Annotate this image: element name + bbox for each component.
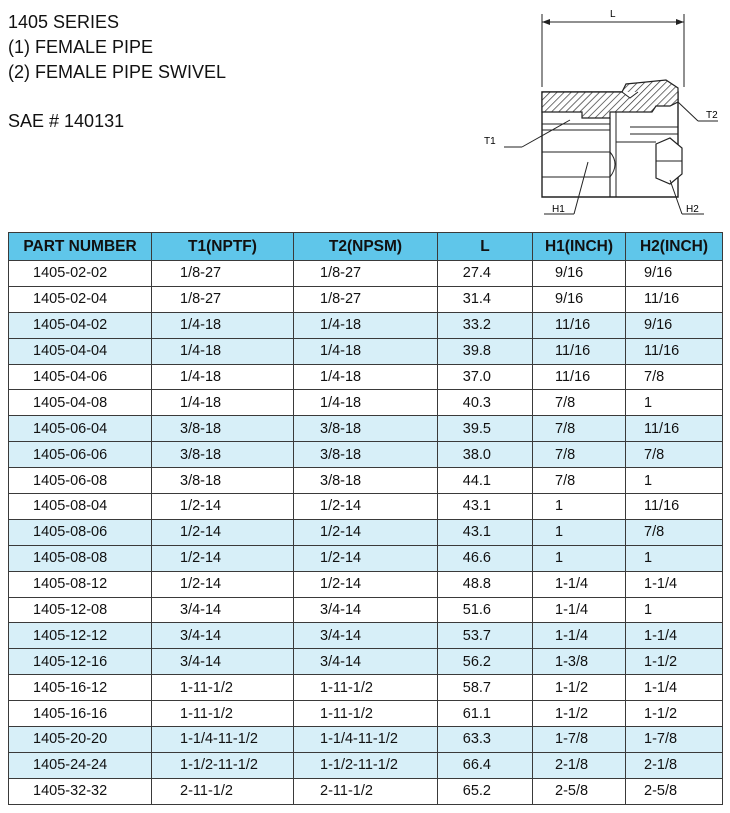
length-cell: 65.2: [438, 778, 533, 804]
description-line-1: (1) FEMALE PIPE: [8, 37, 154, 57]
sae-number: SAE # 140131: [8, 111, 125, 131]
part-number-cell: 1405-12-08: [9, 597, 152, 623]
t1-cell: 3/4-14: [152, 649, 294, 675]
part-number-cell: 1405-32-32: [9, 778, 152, 804]
part-number-cell: 1405-04-08: [9, 390, 152, 416]
table-row: [9, 519, 723, 545]
t1-cell: 1/2-14: [152, 494, 294, 520]
h2-cell: 1: [626, 545, 723, 571]
table-row: [9, 442, 723, 468]
h2-cell: 1-1/4: [626, 623, 723, 649]
part-number-cell: 1405-04-02: [9, 312, 152, 338]
h2-cell: 7/8: [626, 442, 723, 468]
part-number-cell: 1405-08-04: [9, 494, 152, 520]
column-header-h1: H1(INCH): [533, 233, 626, 261]
part-number-cell: 1405-12-12: [9, 623, 152, 649]
t2-cell: 1/8-27: [294, 286, 438, 312]
label-T1: T1: [484, 136, 496, 147]
table-row: [9, 649, 723, 675]
t1-cell: 2-11-1/2: [152, 778, 294, 804]
length-cell: 61.1: [438, 701, 533, 727]
h2-cell: 1: [626, 390, 723, 416]
fitting-drawing: [470, 2, 725, 227]
t2-cell: 3/8-18: [294, 468, 438, 494]
table-row: [9, 416, 723, 442]
t1-cell: 1/8-27: [152, 261, 294, 287]
part-number-cell: 1405-08-08: [9, 545, 152, 571]
t1-cell: 3/4-14: [152, 597, 294, 623]
h2-cell: 11/16: [626, 338, 723, 364]
length-cell: 40.3: [438, 390, 533, 416]
h2-cell: 1-7/8: [626, 727, 723, 753]
column-header-l: L: [438, 233, 533, 261]
dimension-table: [8, 232, 723, 805]
t2-cell: 1/4-18: [294, 364, 438, 390]
h2-cell: 7/8: [626, 364, 723, 390]
h2-cell: 1: [626, 468, 723, 494]
label-H1: H1: [552, 204, 565, 215]
h2-cell: 1-1/2: [626, 701, 723, 727]
table-row: [9, 701, 723, 727]
h1-cell: 11/16: [533, 338, 626, 364]
t2-cell: 1-11-1/2: [294, 675, 438, 701]
length-cell: 27.4: [438, 261, 533, 287]
h1-cell: 1-3/8: [533, 649, 626, 675]
h2-cell: 1: [626, 597, 723, 623]
h1-cell: 1-1/4: [533, 623, 626, 649]
h1-cell: 1: [533, 545, 626, 571]
length-cell: 56.2: [438, 649, 533, 675]
h2-cell: 11/16: [626, 494, 723, 520]
t2-cell: 1/2-14: [294, 519, 438, 545]
length-cell: 37.0: [438, 364, 533, 390]
length-cell: 51.6: [438, 597, 533, 623]
t2-cell: 3/8-18: [294, 416, 438, 442]
t1-cell: 1-1/4-11-1/2: [152, 727, 294, 753]
table-row: [9, 261, 723, 287]
table-row: [9, 623, 723, 649]
h1-cell: 1-7/8: [533, 727, 626, 753]
length-cell: 33.2: [438, 312, 533, 338]
t2-cell: 1-1/2-11-1/2: [294, 752, 438, 778]
table-row: [9, 468, 723, 494]
t1-cell: 1/2-14: [152, 571, 294, 597]
column-header-t1: T1(NPTF): [152, 233, 294, 261]
h1-cell: 7/8: [533, 468, 626, 494]
table-row: [9, 338, 723, 364]
table-row: [9, 752, 723, 778]
t1-cell: 1/4-18: [152, 390, 294, 416]
length-cell: 31.4: [438, 286, 533, 312]
part-number-cell: 1405-04-06: [9, 364, 152, 390]
t2-cell: 1/4-18: [294, 338, 438, 364]
t2-cell: 3/4-14: [294, 649, 438, 675]
h1-cell: 9/16: [533, 286, 626, 312]
h1-cell: 7/8: [533, 442, 626, 468]
t1-cell: 1/2-14: [152, 519, 294, 545]
h1-cell: 1-1/2: [533, 701, 626, 727]
part-number-cell: 1405-08-06: [9, 519, 152, 545]
h1-cell: 9/16: [533, 261, 626, 287]
h2-cell: 9/16: [626, 261, 723, 287]
h2-cell: 2-5/8: [626, 778, 723, 804]
length-cell: 43.1: [438, 494, 533, 520]
part-number-cell: 1405-04-04: [9, 338, 152, 364]
t2-cell: 1/2-14: [294, 494, 438, 520]
label-T2: T2: [706, 110, 718, 121]
t2-cell: 3/4-14: [294, 597, 438, 623]
column-header-t2: T2(NPSM): [294, 233, 438, 261]
part-number-cell: 1405-12-16: [9, 649, 152, 675]
t2-cell: 1/2-14: [294, 545, 438, 571]
t2-cell: 1/4-18: [294, 390, 438, 416]
h1-cell: 1-1/2: [533, 675, 626, 701]
h1-cell: 11/16: [533, 364, 626, 390]
t1-cell: 3/4-14: [152, 623, 294, 649]
h1-cell: 1: [533, 519, 626, 545]
part-number-cell: 1405-06-04: [9, 416, 152, 442]
part-number-cell: 1405-08-12: [9, 571, 152, 597]
description-line-2: (2) FEMALE PIPE SWIVEL: [8, 62, 227, 82]
length-cell: 39.8: [438, 338, 533, 364]
length-cell: 43.1: [438, 519, 533, 545]
table-row: [9, 494, 723, 520]
t2-cell: 1-1/4-11-1/2: [294, 727, 438, 753]
length-cell: 38.0: [438, 442, 533, 468]
t1-cell: 1/8-27: [152, 286, 294, 312]
part-number-cell: 1405-02-02: [9, 261, 152, 287]
t1-cell: 3/8-18: [152, 416, 294, 442]
t1-cell: 1/2-14: [152, 545, 294, 571]
length-cell: 39.5: [438, 416, 533, 442]
t1-cell: 1-11-1/2: [152, 675, 294, 701]
length-cell: 58.7: [438, 675, 533, 701]
h1-cell: 2-1/8: [533, 752, 626, 778]
h1-cell: 7/8: [533, 416, 626, 442]
column-header-h2: H2(INCH): [626, 233, 723, 261]
length-cell: 44.1: [438, 468, 533, 494]
table-header-row: [9, 233, 723, 261]
part-number-cell: 1405-24-24: [9, 752, 152, 778]
length-cell: 63.3: [438, 727, 533, 753]
series-title: 1405 SERIES: [8, 12, 120, 32]
length-cell: 53.7: [438, 623, 533, 649]
t1-cell: 1/4-18: [152, 338, 294, 364]
length-cell: 48.8: [438, 571, 533, 597]
dim-label-L: L: [610, 9, 616, 20]
t2-cell: 3/8-18: [294, 442, 438, 468]
t1-cell: 1/4-18: [152, 364, 294, 390]
table-row: [9, 286, 723, 312]
h1-cell: 11/16: [533, 312, 626, 338]
length-cell: 46.6: [438, 545, 533, 571]
table-row: [9, 727, 723, 753]
t2-cell: 2-11-1/2: [294, 778, 438, 804]
label-H2: H2: [686, 204, 699, 215]
table-row: [9, 390, 723, 416]
h2-cell: 1-1/2: [626, 649, 723, 675]
column-header-part-number: PART NUMBER: [9, 233, 152, 261]
t1-cell: 1/4-18: [152, 312, 294, 338]
table-row: [9, 778, 723, 804]
length-cell: 66.4: [438, 752, 533, 778]
h1-cell: 2-5/8: [533, 778, 626, 804]
t1-cell: 3/8-18: [152, 468, 294, 494]
h1-cell: 1-1/4: [533, 597, 626, 623]
table-row: [9, 364, 723, 390]
part-number-cell: 1405-20-20: [9, 727, 152, 753]
t2-cell: 1/8-27: [294, 261, 438, 287]
table-row: [9, 545, 723, 571]
part-number-cell: 1405-16-16: [9, 701, 152, 727]
table-row: [9, 597, 723, 623]
h2-cell: 9/16: [626, 312, 723, 338]
h1-cell: 7/8: [533, 390, 626, 416]
t2-cell: 1/2-14: [294, 571, 438, 597]
part-number-cell: 1405-16-12: [9, 675, 152, 701]
h2-cell: 11/16: [626, 416, 723, 442]
h2-cell: 2-1/8: [626, 752, 723, 778]
table-row: [9, 312, 723, 338]
h2-cell: 11/16: [626, 286, 723, 312]
h2-cell: 1-1/4: [626, 675, 723, 701]
h1-cell: 1-1/4: [533, 571, 626, 597]
part-number-cell: 1405-02-04: [9, 286, 152, 312]
t1-cell: 3/8-18: [152, 442, 294, 468]
t2-cell: 3/4-14: [294, 623, 438, 649]
t1-cell: 1-11-1/2: [152, 701, 294, 727]
table-row: [9, 675, 723, 701]
table-row: [9, 571, 723, 597]
t2-cell: 1-11-1/2: [294, 701, 438, 727]
h1-cell: 1: [533, 494, 626, 520]
h2-cell: 1-1/4: [626, 571, 723, 597]
t1-cell: 1-1/2-11-1/2: [152, 752, 294, 778]
h2-cell: 7/8: [626, 519, 723, 545]
part-number-cell: 1405-06-08: [9, 468, 152, 494]
part-number-cell: 1405-06-06: [9, 442, 152, 468]
t2-cell: 1/4-18: [294, 312, 438, 338]
series-header: [8, 10, 226, 134]
